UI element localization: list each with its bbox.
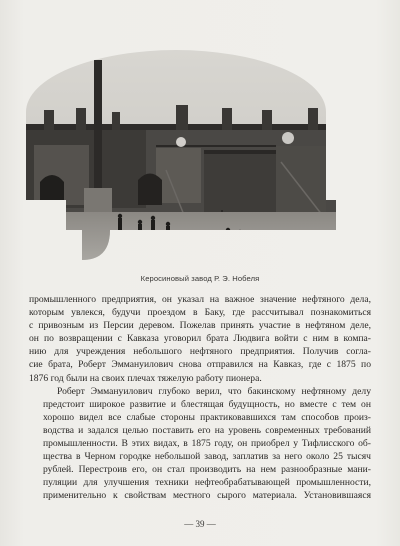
text-line: пуляции для улучшения техники нефтеобрабатывающей промышленности,: [43, 477, 371, 489]
paragraph: [29, 385, 371, 503]
text-line: с привозным из Персии деревом. Пожелав принять участие в нефтяном деле,: [29, 320, 371, 332]
text-line: которым увлекся, будучи проездом в Баку, где рассчитывал познакомиться: [29, 307, 371, 319]
body-text: [29, 293, 371, 503]
text-line: промышленности. В этих видах, в 1875 году, он приобрел у Тифлисского об-: [43, 438, 371, 450]
text-line: предстоит широкое развитие и блестящая будущность, но вместе с тем он: [43, 398, 371, 410]
text-line: сие брата, Роберт Эммануилович снова отправился на Кавказ, где с 1875 по: [29, 359, 371, 371]
text-line: применительно к свойствам местного сырого материала. Установившаяся: [43, 490, 371, 502]
text-line: он по возвращении с Кавказа уговорил брата Людвига войти с ним в компа-: [29, 333, 371, 345]
text-line: нию для учреждения небольшого нефтяного предприятия. Получив согла-: [29, 346, 371, 358]
text-line: водства и задался целью поставить его на уровень современных требований: [43, 424, 371, 436]
text-line: рублей. Перестроив его, он стал производить на нем разнообразные мани-: [43, 464, 371, 476]
photo-caption: Керосиновый завод Р. Э. Нобеля: [140, 274, 260, 283]
text-line: хорошо видел все слабые стороны практиковавшихся там способов произ-: [43, 411, 371, 423]
text-line: 1876 год были на своих плечах тяжелую работу пионера.: [29, 372, 262, 384]
text-line: промышленного предприятия, он указал на важное значение нефтяного дела,: [29, 294, 371, 305]
photo-kerosene-factory: [26, 50, 336, 260]
text-line: щества в Черном городке небольшой завод, заплатив за него около 25 тысяч: [43, 451, 371, 463]
paragraph: [29, 293, 371, 385]
text-line: Роберт Эммануилович глубоко верил, что бакинскому нефтяному делу: [57, 385, 371, 397]
page-number: — 39 —: [184, 519, 216, 529]
